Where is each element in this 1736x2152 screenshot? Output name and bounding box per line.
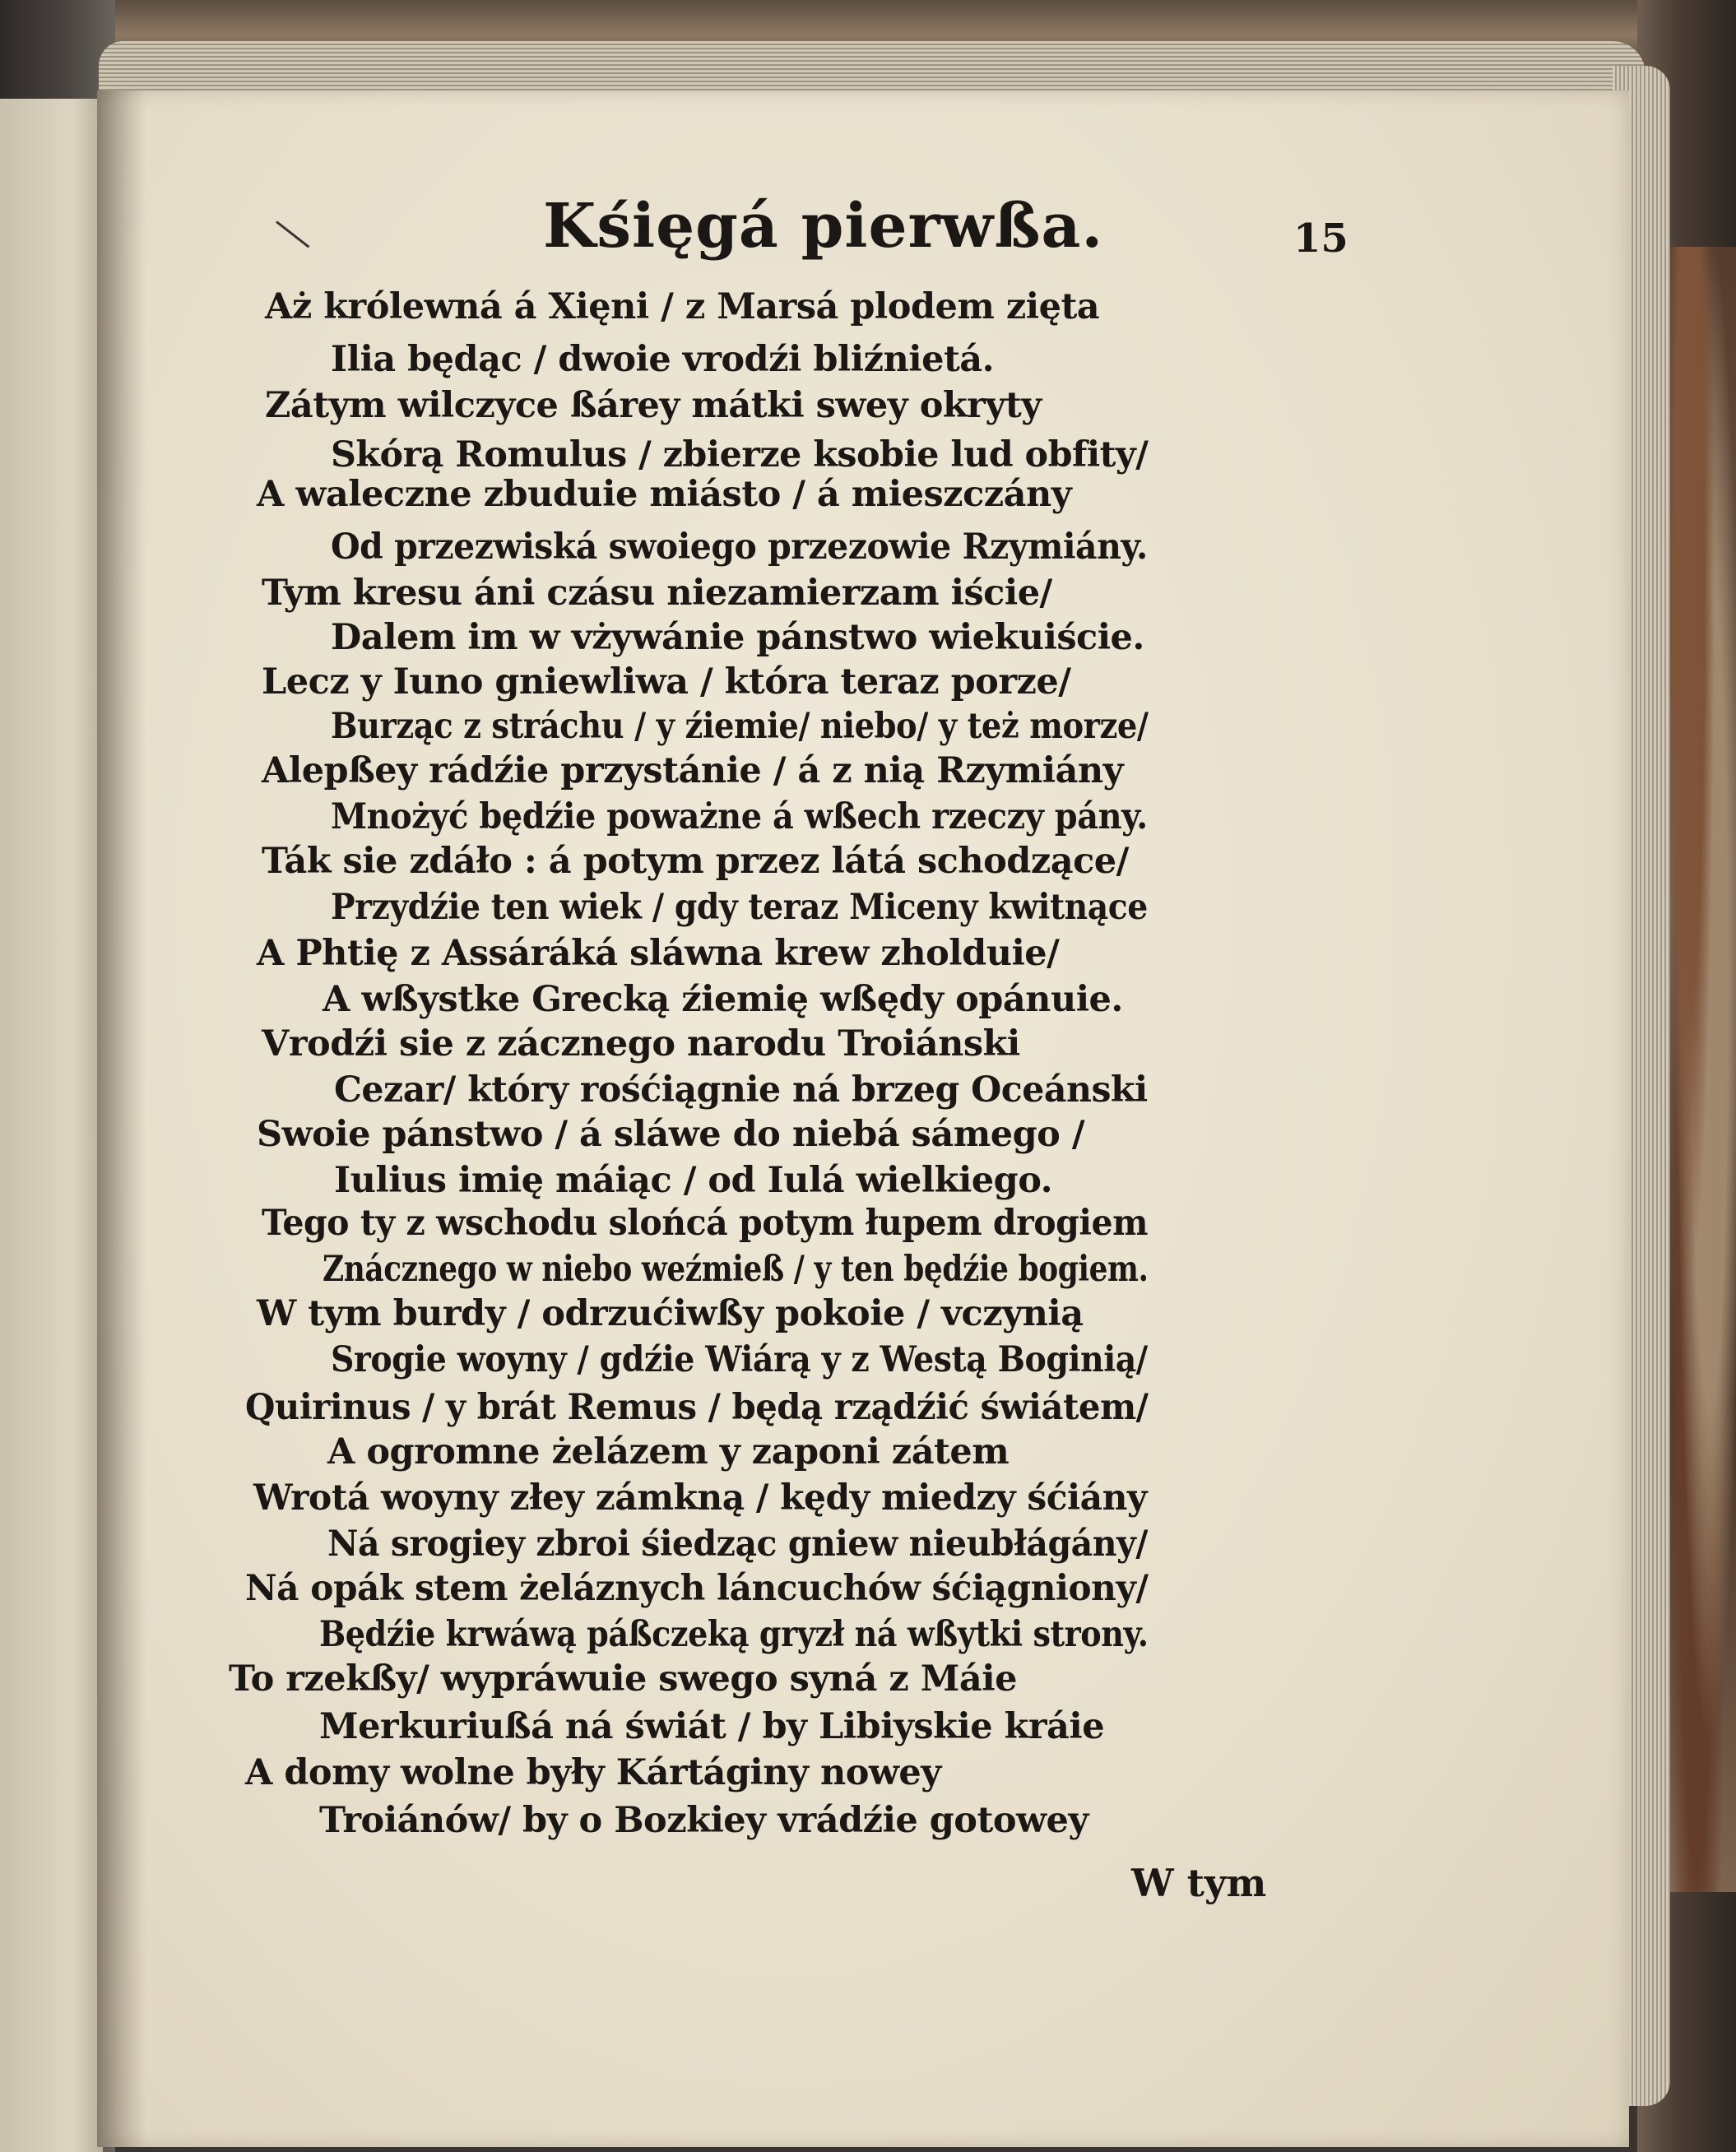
- verse-line: Quirinus / y brát Remus / będą rządźić świátem/: [245, 1387, 1149, 1428]
- verse-line: Ták sie zdáło : á potym przez látá schodzące/: [262, 841, 1129, 882]
- verse-line: A domy wolne były Kártáginy nowey: [245, 1752, 941, 1793]
- verse-line: Przydźie ten wiek / gdy teraz Miceny kwitnące: [331, 887, 1148, 928]
- verse-line: Ilia będąc / dwoie vrodźi bliźnietá.: [331, 339, 995, 380]
- verse-line: Troiánów/ by o Bozkiey vrádźie gotowey: [319, 1800, 1088, 1841]
- verse-line: Ná opák stem żeláznych láncuchów śćiągniony/: [245, 1568, 1149, 1609]
- verse-line: Skórą Romulus / zbierze ksobie lud obfity/: [331, 434, 1149, 475]
- verse-line: Dalem im w vżywánie pánstwo wiekuiście.: [331, 617, 1144, 658]
- verse-line: Aż królewná á Xięni / z Marsá plodem zięta: [265, 286, 1100, 327]
- verse-line: Merkuriußá ná świát / by Libiyskie kráie: [319, 1706, 1105, 1747]
- verse-line: A Phtię z Assáráká sláwna krew zholduie/: [257, 933, 1060, 974]
- page-gutter: [97, 90, 146, 2147]
- verse-line: Tego ty z wschodu slońcá potym łupem drogiem: [262, 1203, 1148, 1244]
- verse-line: Alepßey rádźie przystánie / á z nią Rzymiány: [262, 750, 1124, 791]
- verse-line: Zátym wilczyce ßárey mátki swey okryty: [265, 385, 1042, 426]
- verse-line: Cezar/ który rośćiągnie ná brzeg Oceánski: [334, 1069, 1148, 1111]
- verse-line: A wßystke Grecką źiemię wßędy opánuie.: [323, 979, 1123, 1020]
- facing-page-edge: [0, 99, 103, 2152]
- verse-line: Burząc z stráchu / y źiemie/ niebo/ y też morze/: [331, 706, 1149, 747]
- page-number: 15: [1293, 216, 1348, 262]
- verse-line: Mnożyć będźie poważne á wßech rzeczy pány.: [331, 796, 1148, 837]
- verse-line: Vrodźi sie z zácznego narodu Troiánski: [262, 1023, 1020, 1064]
- verse-line: Lecz y Iuno gniewliwa / która teraz porze/: [262, 661, 1071, 703]
- verse-line: Tym kresu áni czásu niezamierzam iście/: [262, 573, 1052, 614]
- verse-line: Iulius imię máiąc / od Iulá wielkiego.: [334, 1160, 1053, 1201]
- verse-line: A waleczne zbuduie miásto / á mieszczány: [257, 474, 1072, 515]
- verse-line: A ogromne żelázem y zaponi zátem: [327, 1431, 1010, 1473]
- verse-line: Będźie krwáwą páßczeką gryzł ná wßytki strony.: [319, 1614, 1149, 1655]
- verse-line: Srogie woyny / gdźie Wiárą y z Westą Boginią/: [331, 1339, 1148, 1380]
- running-header: Kśięgá pierwßa.: [543, 191, 1104, 262]
- verse-line: Ná srogiey zbroi śiedząc gniew nieubłágány/: [327, 1524, 1148, 1565]
- catchword: W tym: [1131, 1861, 1267, 1905]
- verse-line: Wrotá woyny złey zámkną / kędy miedzy śćiány: [253, 1477, 1148, 1519]
- marbled-cover: [1670, 247, 1736, 1892]
- verse-line: Od przezwiská swoiego przezowie Rzymiány.: [331, 526, 1148, 568]
- verse-line: W tym burdy / odrzućiwßy pokoie / vczynią: [257, 1293, 1084, 1334]
- verse-line: Znácznego w niebo weźmieß / y ten będźie bogiem.: [323, 1249, 1149, 1290]
- verse-line: To rzekßy/ wypráwuie swego syná z Máie: [229, 1658, 1017, 1700]
- verse-line: Swoie pánstwo / á sláwe do niebá sámego /: [257, 1114, 1085, 1155]
